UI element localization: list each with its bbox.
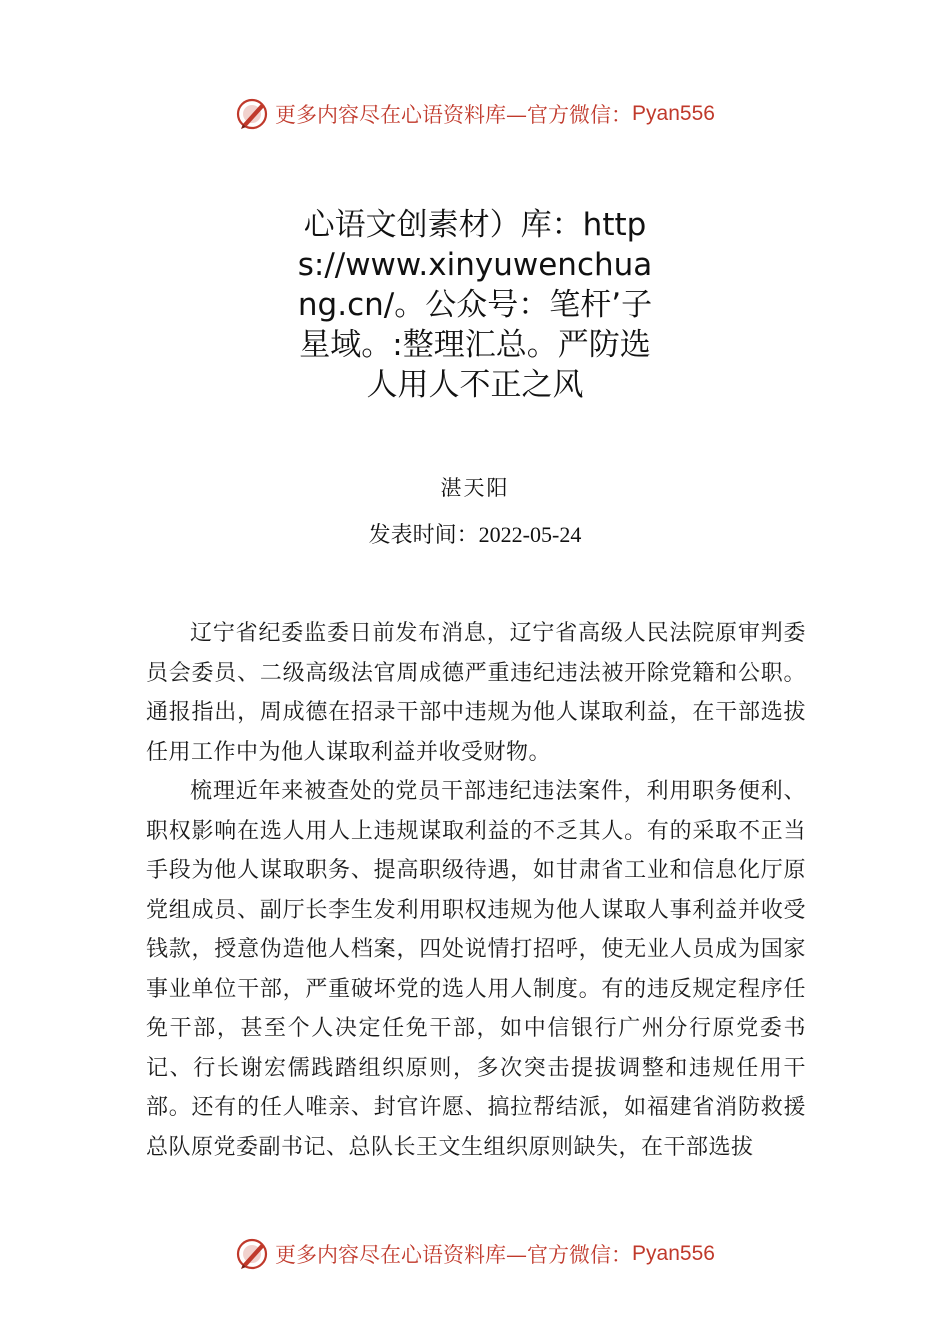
pen-seal-icon	[235, 1237, 269, 1271]
footer-watermark-banner	[0, 1234, 950, 1274]
article-body	[146, 614, 806, 1167]
paragraph: 辽宁省纪委监委日前发布消息，辽宁省高级人民法院原审判委员会委员、二级高级法官周成德严重违纪违法被开除党籍和公职。通报指出，周成德在招录干部中违规为他人谋取利益，在干部选拔任用工作中为他人谋取利益并收受财物。	[146, 621, 806, 765]
banner-wechat-id: Pyan556	[632, 102, 715, 125]
banner-wechat-id: Pyan556	[632, 1242, 715, 1265]
paragraph: 梳理近年来被查处的党员干部违纪违法案件，利用职务便利、职权影响在选人用人上违规谋取利益的不乏其人。有的采取不正当手段为他人谋取职务、提高职级待遇，如甘肃省工业和信息化厅原党组成员、副厅长李生发利用职权违规为他人谋取人事利益并收受钱款，授意伪造他人档案，四处说情打招呼，使无业人员成为国家事业单位干部，严重破坏党的选人用人制度。有的违反规定程序任免干部，甚至个人决定任免干部，如中信银行广州分行原党委书记、行长谢宏儒践踏组织原则，多次突击提拔调整和违规任用干部。还有的任人唯亲、封官许愿、搞拉帮结派，如福建省消防救援总队原党委副书记、总队长王文生组织原则缺失，在干部选拔	[146, 779, 806, 1160]
article-title: 心语文创素材）库：https://www.xinyuwenchuang.cn/。公众号：笔杆’子星域。:整理汇总。严防选人用人不正之风	[297, 207, 653, 403]
publish-date-value: 2022-05-24	[478, 522, 582, 547]
banner-text: 更多内容尽在心语资料库—官方微信：	[275, 103, 633, 127]
pen-seal-icon	[235, 97, 269, 131]
publish-date-label: 发表时间：	[368, 523, 479, 548]
publish-date	[0, 518, 950, 549]
header-watermark-banner	[0, 94, 950, 134]
banner-text: 更多内容尽在心语资料库—官方微信：	[275, 1243, 633, 1267]
article-author: 湛天阳	[440, 476, 510, 500]
